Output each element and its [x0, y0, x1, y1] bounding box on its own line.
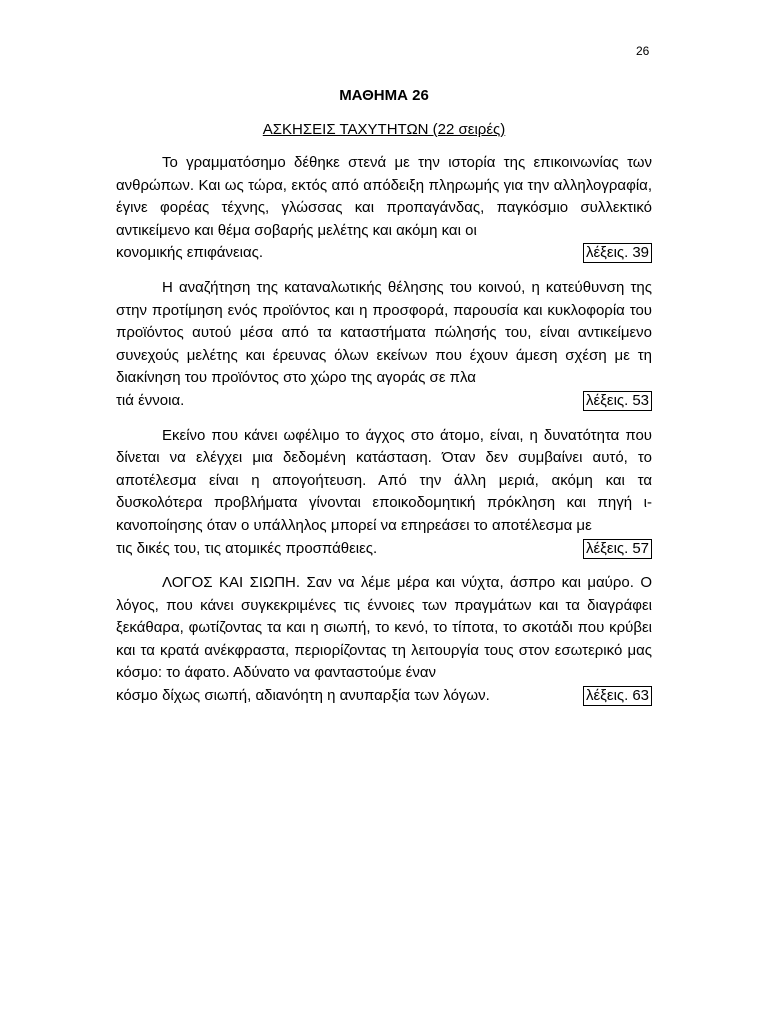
paragraph-text: Το γραμματόσημο δέθηκε στενά με την ιστορία της επικοινωνίας των ανθρώπων. Και ως τώρα, εκτός από απόδειξη πληρωμής για την αλληλογραφία, έγινε φορέας τέχνης, γλώσσας και προπαγάνδας, παγκόσμιο συλλεκτικό αντικείμενο και θέμα σοβαρής μελέτης και ακόμη και οι — [116, 154, 652, 239]
word-count-value: 57 — [632, 539, 649, 557]
exercise-subtitle — [0, 121, 768, 138]
paragraph-1 — [116, 152, 652, 265]
paragraph-last-line-text: τις δικές του, τις ατομικές προσπάθειες. — [116, 539, 378, 557]
word-count-value: 63 — [632, 687, 649, 705]
lesson-title-text: ΜΑΘΗΜΑ 26 — [339, 87, 429, 104]
word-count-box — [583, 539, 652, 559]
paragraph-3 — [116, 425, 652, 561]
paragraph-last-line-text: κονομικής επιφάνειας. — [116, 244, 264, 262]
word-count-label: λέξεις. — [585, 244, 629, 262]
paragraph-2 — [116, 277, 652, 413]
word-count-value: 53 — [632, 391, 649, 409]
paragraph-last-line-text: κόσμο δίχως σιωπή, αδιανόητη η ανυπαρξία των λόγων. — [116, 687, 490, 705]
lesson-title — [0, 87, 768, 104]
paragraph-last-line — [116, 685, 652, 708]
word-count-label: λέξεις. — [585, 687, 629, 705]
word-count-label: λέξεις. — [585, 539, 629, 557]
paragraph-text: ΛΟΓΟΣ ΚΑΙ ΣΙΩΠΗ. Σαν να λέμε μέρα και νύχτα, άσπρο και μαύρο. Ο λόγος, που κάνει συγκεκριμένες τις έννοιες των πραγμάτων και τα διαγράφει ξεκάθαρα, φωτίζοντας τα και η σιωπή, το κενό, το τίποτα, το σκοτάδι που κρύβει και τα κρατά ανέκφραστα, περιορίζοντας τη λειτουργία τους στον εσωτερικό μας κόσμο: το άφατο. Αδύνατο να φανταστούμε έναν — [116, 574, 652, 682]
paragraph-text: Η αναζήτηση της καταναλωτικής θέλησης του κοινού, η κατεύθυνση της στην προτίμηση ενός προϊόντος και η προσφορά, παρουσία και κυκλοφορία του προϊόντος αυτού μέσα από τα καταστήματα πώλησής του, είναι αντικείμενο συνεχούς μελέτης και έρευνας όλων εκείνων που έχουν άμεση σχέση με τη διακίνηση του προϊόντος στο χώρο της αγοράς σε πλα — [116, 278, 652, 387]
word-count-label: λέξεις. — [585, 391, 629, 409]
word-count-box — [583, 686, 652, 706]
paragraph-last-line — [116, 242, 652, 265]
word-count-value: 39 — [632, 244, 649, 262]
paragraph-last-line — [116, 538, 652, 561]
word-count-box — [583, 243, 652, 263]
page-number: 26 — [636, 44, 650, 58]
paragraph-4 — [116, 572, 652, 708]
paragraph-text: Εκείνο που κάνει ωφέλιμο το άγχος στο άτομο, είναι, η δυνατότητα που δίνεται να ελέγχει μια δεδομένη κατάσταση. Όταν δεν συμβαίνει αυτό, το αποτέλεσμα είναι η απογοήτευση. Από την άλλη μεριά, ακόμη και τα δυσκολότερα προβλήματα γίνονται εποικοδομητική πρόκληση και πηγή ικανοποίησης όταν ο υπάλληλος μπορεί να επηρεάσει το αποτέλεσμα με — [116, 426, 652, 534]
exercise-body — [116, 152, 652, 708]
word-count-box — [583, 391, 652, 411]
exercise-subtitle-text: ΑΣΚΗΣΕΙΣ ΤΑΧΥΤΗΤΩΝ (22 σειρές) — [262, 121, 506, 138]
paragraph-last-line — [116, 390, 652, 413]
paragraph-last-line-text: τιά έννοια. — [116, 391, 185, 409]
